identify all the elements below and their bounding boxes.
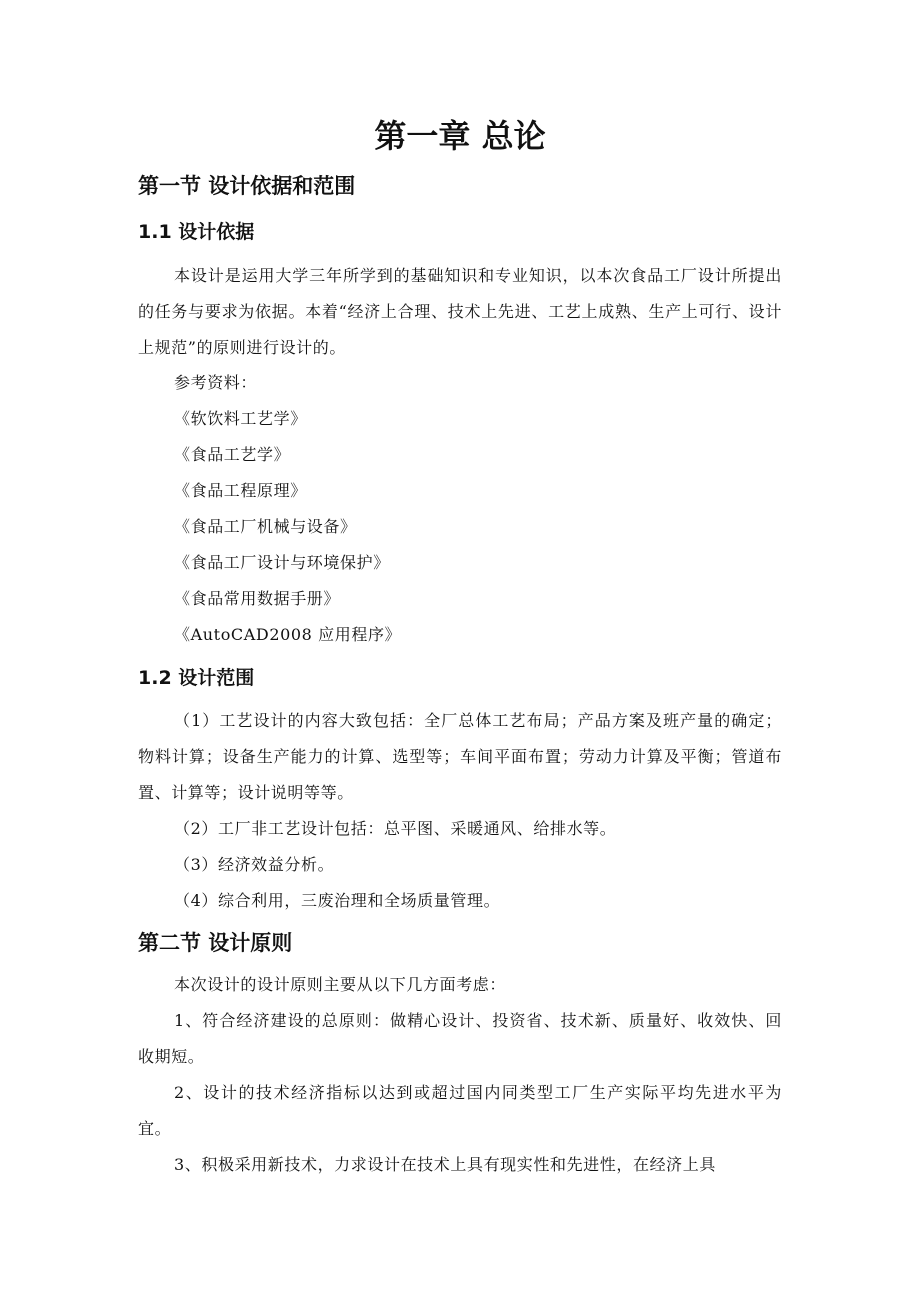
section-title-design-principles: 第二节 设计原则 (138, 931, 293, 955)
reference-item: 《食品工艺学》 (174, 445, 291, 464)
design-basis-paragraph: 本设计是运用大学三年所学到的基础知识和专业知识，以本次食品工厂设计所提出的任务与要求为依据。本着“经济上合理、技术上先进、工艺上成熟、生产上可行、设计上规范”的原则进行设计的。 (138, 266, 782, 357)
reference-item: 《食品工厂机械与设备》 (174, 517, 357, 536)
subsection-title-design-basis: 1.1 设计依据 (138, 221, 255, 243)
reference-item: 《食品工厂设计与环境保护》 (174, 553, 390, 572)
principle-1: 1、符合经济建设的总原则：做精心设计、投资省、技术新、质量好、收效快、回收期短。 (138, 1011, 782, 1066)
principle-2: 2、设计的技术经济指标以达到或超过国内同类型工厂生产实际平均先进水平为宜。 (138, 1083, 782, 1138)
references-label: 参考资料： (174, 373, 258, 392)
reference-item: 《食品常用数据手册》 (174, 589, 341, 608)
scope-item-2: （2）工厂非工艺设计包括：总平图、采暖通风、给排水等。 (174, 819, 617, 838)
reference-item: 《食品工程原理》 (174, 481, 307, 500)
reference-item: 《软饮料工艺学》 (174, 409, 307, 428)
scope-item-4: （4）综合利用，三废治理和全场质量管理。 (174, 891, 501, 910)
scope-item-3: （3）经济效益分析。 (174, 855, 335, 874)
principles-intro: 本次设计的设计原则主要从以下几方面考虑： (174, 975, 507, 994)
section-title-design-basis-scope: 第一节 设计依据和范围 (138, 174, 356, 198)
subsection-title-design-scope: 1.2 设计范围 (138, 667, 255, 689)
chapter-title: 第一章 总论 (374, 117, 546, 155)
reference-item: 《AutoCAD2008 应用程序》 (174, 625, 402, 644)
principle-3: 3、积极采用新技术，力求设计在技术上具有现实性和先进性，在经济上具 (174, 1155, 716, 1174)
scope-item-1: （1）工艺设计的内容大致包括：全厂总体工艺布局；产品方案及班产量的确定；物料计算；设备生产能力的计算、选型等；车间平面布置；劳动力计算及平衡；管道布置、计算等；设计说明等等。 (138, 711, 782, 802)
